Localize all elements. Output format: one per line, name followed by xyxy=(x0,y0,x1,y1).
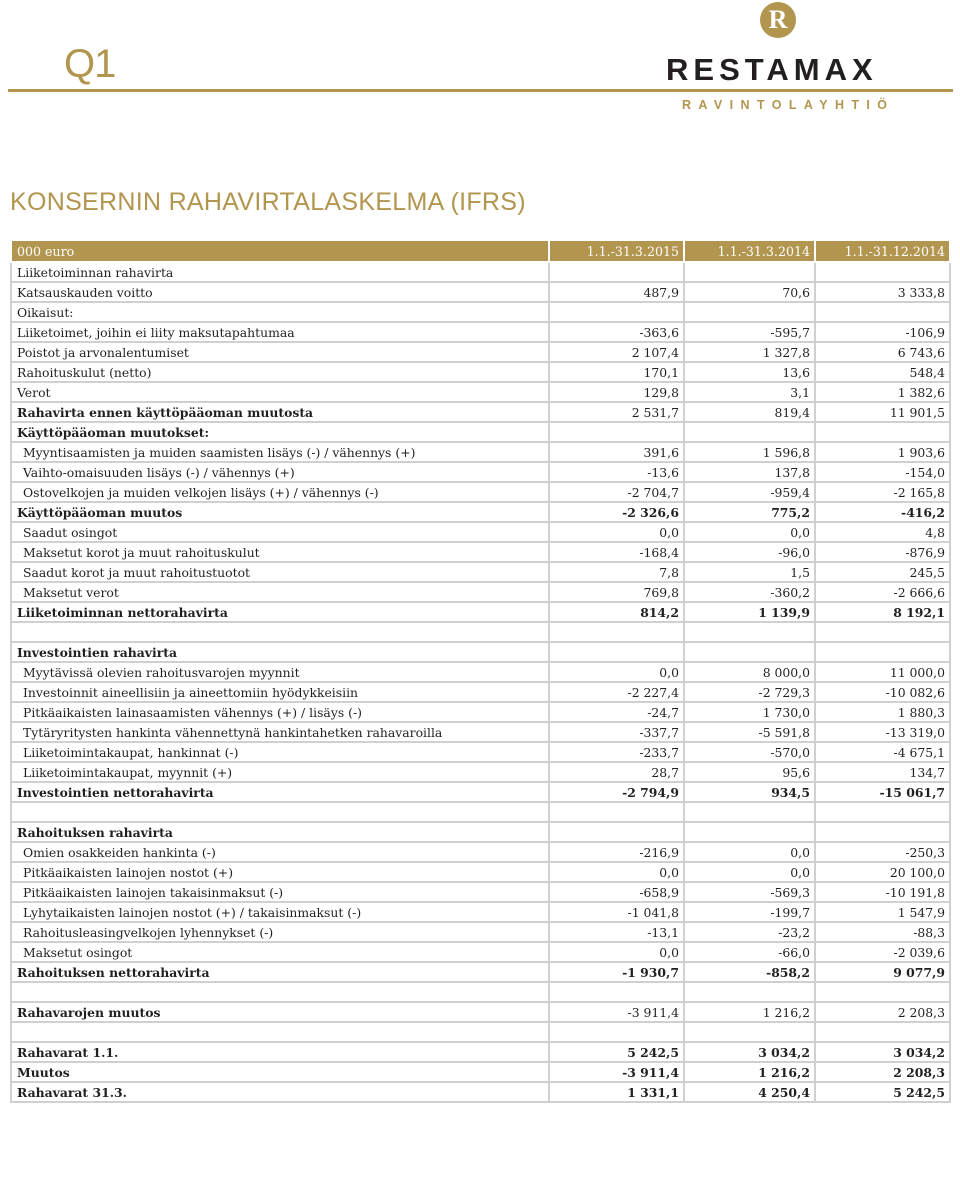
table-row xyxy=(11,642,950,662)
column-header-fy-2014: 1.1.-31.12.2014 xyxy=(815,240,950,262)
row-label: Maksetut korot ja muut rahoituskulut xyxy=(11,542,549,562)
table-row xyxy=(11,902,950,922)
row-value xyxy=(684,1022,815,1042)
row-value xyxy=(684,642,815,662)
row-value xyxy=(815,302,950,322)
row-value xyxy=(549,302,684,322)
row-value xyxy=(684,802,815,822)
row-value: 391,6 xyxy=(549,442,684,462)
row-value: 1 216,2 xyxy=(684,1062,815,1082)
table-row xyxy=(11,962,950,982)
row-label: Rahoituskulut (netto) xyxy=(11,362,549,382)
row-value: -2 227,4 xyxy=(549,682,684,702)
row-label: Liiketoiminnan rahavirta xyxy=(11,262,549,282)
row-value: 4,8 xyxy=(815,522,950,542)
table-row xyxy=(11,922,950,942)
table-row xyxy=(11,1002,950,1022)
table-row xyxy=(11,362,950,382)
row-label: Investointien rahavirta xyxy=(11,642,549,662)
table-row xyxy=(11,482,950,502)
row-value: -1 930,7 xyxy=(549,962,684,982)
row-value: 129,8 xyxy=(549,382,684,402)
row-value: -5 591,8 xyxy=(684,722,815,742)
row-value xyxy=(684,822,815,842)
row-label: Rahavirta ennen käyttöpääoman muutosta xyxy=(11,402,549,422)
row-label: Rahoituksen nettorahavirta xyxy=(11,962,549,982)
row-label: Myytävissä olevien rahoitusvarojen myynnit xyxy=(11,662,549,682)
row-value: -2 039,6 xyxy=(815,942,950,962)
table-row xyxy=(11,742,950,762)
header-divider xyxy=(8,89,953,92)
row-value: -2 794,9 xyxy=(549,782,684,802)
row-value: -337,7 xyxy=(549,722,684,742)
row-label: Pitkäaikaisten lainasaamisten vähennys (+) / lisäys (-) xyxy=(11,702,549,722)
row-value: 2 208,3 xyxy=(815,1062,950,1082)
row-value: -416,2 xyxy=(815,502,950,522)
row-label: Rahoituksen rahavirta xyxy=(11,822,549,842)
table-row xyxy=(11,382,950,402)
row-value xyxy=(684,982,815,1002)
row-value xyxy=(815,422,950,442)
row-value: -570,0 xyxy=(684,742,815,762)
table-row xyxy=(11,282,950,302)
page-title: KONSERNIN RAHAVIRTALASKELMA (IFRS) xyxy=(10,188,526,216)
row-label xyxy=(11,1022,549,1042)
row-label: Verot xyxy=(11,382,549,402)
column-header-unit: 000 euro xyxy=(11,240,549,262)
row-value: 1 547,9 xyxy=(815,902,950,922)
row-value: 0,0 xyxy=(684,862,815,882)
row-label: Rahavarojen muutos xyxy=(11,1002,549,1022)
table-row xyxy=(11,722,950,742)
row-value: -876,9 xyxy=(815,542,950,562)
row-value: 8 192,1 xyxy=(815,602,950,622)
row-label: Oikaisut: xyxy=(11,302,549,322)
row-value: 28,7 xyxy=(549,762,684,782)
table-row xyxy=(11,662,950,682)
row-value xyxy=(684,622,815,642)
row-value: -13,1 xyxy=(549,922,684,942)
row-value: 487,9 xyxy=(549,282,684,302)
row-value xyxy=(549,1022,684,1042)
row-label: Maksetut osingot xyxy=(11,942,549,962)
row-value: -250,3 xyxy=(815,842,950,862)
row-value xyxy=(684,302,815,322)
row-value: -2 326,6 xyxy=(549,502,684,522)
row-value: -216,9 xyxy=(549,842,684,862)
row-value: 1 903,6 xyxy=(815,442,950,462)
column-header-q1-2014: 1.1.-31.3.2014 xyxy=(684,240,815,262)
row-value: -4 675,1 xyxy=(815,742,950,762)
row-value xyxy=(815,642,950,662)
row-value: 0,0 xyxy=(684,522,815,542)
column-header-q1-2015: 1.1.-31.3.2015 xyxy=(549,240,684,262)
table-row xyxy=(11,542,950,562)
row-label: Katsauskauden voitto xyxy=(11,282,549,302)
row-value xyxy=(815,262,950,282)
table-row xyxy=(11,562,950,582)
row-value: 70,6 xyxy=(684,282,815,302)
row-value: 1 327,8 xyxy=(684,342,815,362)
spacer-row xyxy=(11,982,950,1002)
table-row xyxy=(11,942,950,962)
row-value: -3 911,4 xyxy=(549,1002,684,1022)
row-label: Saadut korot ja muut rahoitustuotot xyxy=(11,562,549,582)
row-value: -10 191,8 xyxy=(815,882,950,902)
row-value: 0,0 xyxy=(549,862,684,882)
row-value: 5 242,5 xyxy=(549,1042,684,1062)
row-label: Rahavarat 1.1. xyxy=(11,1042,549,1062)
row-value: 1 216,2 xyxy=(684,1002,815,1022)
row-value: 2 531,7 xyxy=(549,402,684,422)
row-label: Saadut osingot xyxy=(11,522,549,542)
row-value: 0,0 xyxy=(549,522,684,542)
row-value: 137,8 xyxy=(684,462,815,482)
row-label: Liiketoimintakaupat, myynnit (+) xyxy=(11,762,549,782)
table-row xyxy=(11,1082,950,1102)
row-value xyxy=(815,1022,950,1042)
table-row xyxy=(11,1062,950,1082)
row-value xyxy=(549,642,684,662)
row-value xyxy=(815,982,950,1002)
row-value: 8 000,0 xyxy=(684,662,815,682)
row-value: 13,6 xyxy=(684,362,815,382)
table-row xyxy=(11,842,950,862)
row-value: 814,2 xyxy=(549,602,684,622)
row-label: Omien osakkeiden hankinta (-) xyxy=(11,842,549,862)
row-value: -2 729,3 xyxy=(684,682,815,702)
row-value: 3 333,8 xyxy=(815,282,950,302)
row-value: 1 382,6 xyxy=(815,382,950,402)
row-value xyxy=(815,622,950,642)
row-label: Rahoitusleasingvelkojen lyhennykset (-) xyxy=(11,922,549,942)
row-label xyxy=(11,622,549,642)
row-label: Vaihto-omaisuuden lisäys (-) / vähennys (+) xyxy=(11,462,549,482)
table-row xyxy=(11,462,950,482)
row-value: -13 319,0 xyxy=(815,722,950,742)
row-value: 95,6 xyxy=(684,762,815,782)
row-value: -199,7 xyxy=(684,902,815,922)
row-value: 1,5 xyxy=(684,562,815,582)
table-row xyxy=(11,302,950,322)
logo-name: RESTAMAX xyxy=(666,52,878,87)
row-label: Tytäryritysten hankinta vähennettynä hankintahetken rahavaroilla xyxy=(11,722,549,742)
row-value: -106,9 xyxy=(815,322,950,342)
table-row xyxy=(11,882,950,902)
row-value: -858,2 xyxy=(684,962,815,982)
table-row xyxy=(11,322,950,342)
spacer-row xyxy=(11,622,950,642)
table-row xyxy=(11,782,950,802)
table-row xyxy=(11,502,950,522)
row-value: -363,6 xyxy=(549,322,684,342)
row-value: -23,2 xyxy=(684,922,815,942)
row-value: 1 596,8 xyxy=(684,442,815,462)
table-row xyxy=(11,422,950,442)
table-row xyxy=(11,522,950,542)
row-value: 1 139,9 xyxy=(684,602,815,622)
table-row xyxy=(11,402,950,422)
row-label: Pitkäaikaisten lainojen nostot (+) xyxy=(11,862,549,882)
table-row xyxy=(11,682,950,702)
table-row xyxy=(11,442,950,462)
row-value: 3,1 xyxy=(684,382,815,402)
logo-r-icon: R xyxy=(760,2,796,38)
row-value: 7,8 xyxy=(549,562,684,582)
row-value: -959,4 xyxy=(684,482,815,502)
row-value: 4 250,4 xyxy=(684,1082,815,1102)
row-value xyxy=(684,262,815,282)
table-row xyxy=(11,762,950,782)
row-value xyxy=(815,802,950,822)
row-value: 3 034,2 xyxy=(815,1042,950,1062)
row-value: -24,7 xyxy=(549,702,684,722)
spacer-row xyxy=(11,1022,950,1042)
row-label: Poistot ja arvonalentumiset xyxy=(11,342,549,362)
row-value: 11 901,5 xyxy=(815,402,950,422)
row-value: -658,9 xyxy=(549,882,684,902)
row-value: -1 041,8 xyxy=(549,902,684,922)
row-value: -2 165,8 xyxy=(815,482,950,502)
table-row xyxy=(11,702,950,722)
row-label: Investointien nettorahavirta xyxy=(11,782,549,802)
row-label: Muutos xyxy=(11,1062,549,1082)
row-value: 0,0 xyxy=(684,842,815,862)
row-value xyxy=(549,262,684,282)
restamax-logo xyxy=(666,2,895,114)
row-value: 134,7 xyxy=(815,762,950,782)
row-value: -233,7 xyxy=(549,742,684,762)
row-value: 170,1 xyxy=(549,362,684,382)
row-value: -569,3 xyxy=(684,882,815,902)
row-value: -66,0 xyxy=(684,942,815,962)
row-value: -2 704,7 xyxy=(549,482,684,502)
row-value xyxy=(549,822,684,842)
row-value: 3 034,2 xyxy=(684,1042,815,1062)
row-value: 1 880,3 xyxy=(815,702,950,722)
table-row xyxy=(11,862,950,882)
table-row xyxy=(11,602,950,622)
row-value: -2 666,6 xyxy=(815,582,950,602)
row-value: -360,2 xyxy=(684,582,815,602)
table-row xyxy=(11,582,950,602)
row-value xyxy=(815,822,950,842)
row-value: -168,4 xyxy=(549,542,684,562)
row-value: -88,3 xyxy=(815,922,950,942)
table-row xyxy=(11,1042,950,1062)
row-label: Liiketoimet, joihin ei liity maksutapahtumaa xyxy=(11,322,549,342)
row-value: 0,0 xyxy=(549,942,684,962)
row-value: -3 911,4 xyxy=(549,1062,684,1082)
row-label: Pitkäaikaisten lainojen takaisinmaksut (-) xyxy=(11,882,549,902)
row-value: 548,4 xyxy=(815,362,950,382)
row-value: -10 082,6 xyxy=(815,682,950,702)
row-value xyxy=(549,982,684,1002)
row-value: 769,8 xyxy=(549,582,684,602)
row-value: -154,0 xyxy=(815,462,950,482)
row-value: 1 331,1 xyxy=(549,1082,684,1102)
table-header-row xyxy=(11,240,950,262)
row-label: Ostovelkojen ja muiden velkojen lisäys (+) / vähennys (-) xyxy=(11,482,549,502)
row-value: 9 077,9 xyxy=(815,962,950,982)
quarter-label: Q1 xyxy=(64,42,116,86)
table-row xyxy=(11,262,950,282)
row-value: -595,7 xyxy=(684,322,815,342)
row-value: 1 730,0 xyxy=(684,702,815,722)
table-row xyxy=(11,822,950,842)
row-value: 5 242,5 xyxy=(815,1082,950,1102)
row-value: 775,2 xyxy=(684,502,815,522)
row-value: -13,6 xyxy=(549,462,684,482)
row-value: 2 107,4 xyxy=(549,342,684,362)
row-label: Maksetut verot xyxy=(11,582,549,602)
row-value: 2 208,3 xyxy=(815,1002,950,1022)
row-value xyxy=(549,802,684,822)
row-value: -15 061,7 xyxy=(815,782,950,802)
row-value: 6 743,6 xyxy=(815,342,950,362)
row-value: 20 100,0 xyxy=(815,862,950,882)
row-label: Liiketoimintakaupat, hankinnat (-) xyxy=(11,742,549,762)
spacer-row xyxy=(11,802,950,822)
row-label: Lyhytaikaisten lainojen nostot (+) / takaisinmaksut (-) xyxy=(11,902,549,922)
row-value: 0,0 xyxy=(549,662,684,682)
row-label: Käyttöpääoman muutos xyxy=(11,502,549,522)
row-value xyxy=(549,622,684,642)
row-value xyxy=(684,422,815,442)
row-value: 934,5 xyxy=(684,782,815,802)
row-label: Liiketoiminnan nettorahavirta xyxy=(11,602,549,622)
row-value: 11 000,0 xyxy=(815,662,950,682)
row-value: 819,4 xyxy=(684,402,815,422)
cash-flow-table xyxy=(10,239,951,1103)
row-value xyxy=(549,422,684,442)
row-label: Rahavarat 31.3. xyxy=(11,1082,549,1102)
row-value: -96,0 xyxy=(684,542,815,562)
row-label: Investoinnit aineellisiin ja aineettomiin hyödykkeisiin xyxy=(11,682,549,702)
row-value: 245,5 xyxy=(815,562,950,582)
table-row xyxy=(11,342,950,362)
row-label: Käyttöpääoman muutokset: xyxy=(11,422,549,442)
row-label: Myyntisaamisten ja muiden saamisten lisäys (-) / vähennys (+) xyxy=(11,442,549,462)
logo-subtitle: RAVINTOLAYHTIÖ xyxy=(682,98,895,112)
row-label xyxy=(11,802,549,822)
row-label xyxy=(11,982,549,1002)
